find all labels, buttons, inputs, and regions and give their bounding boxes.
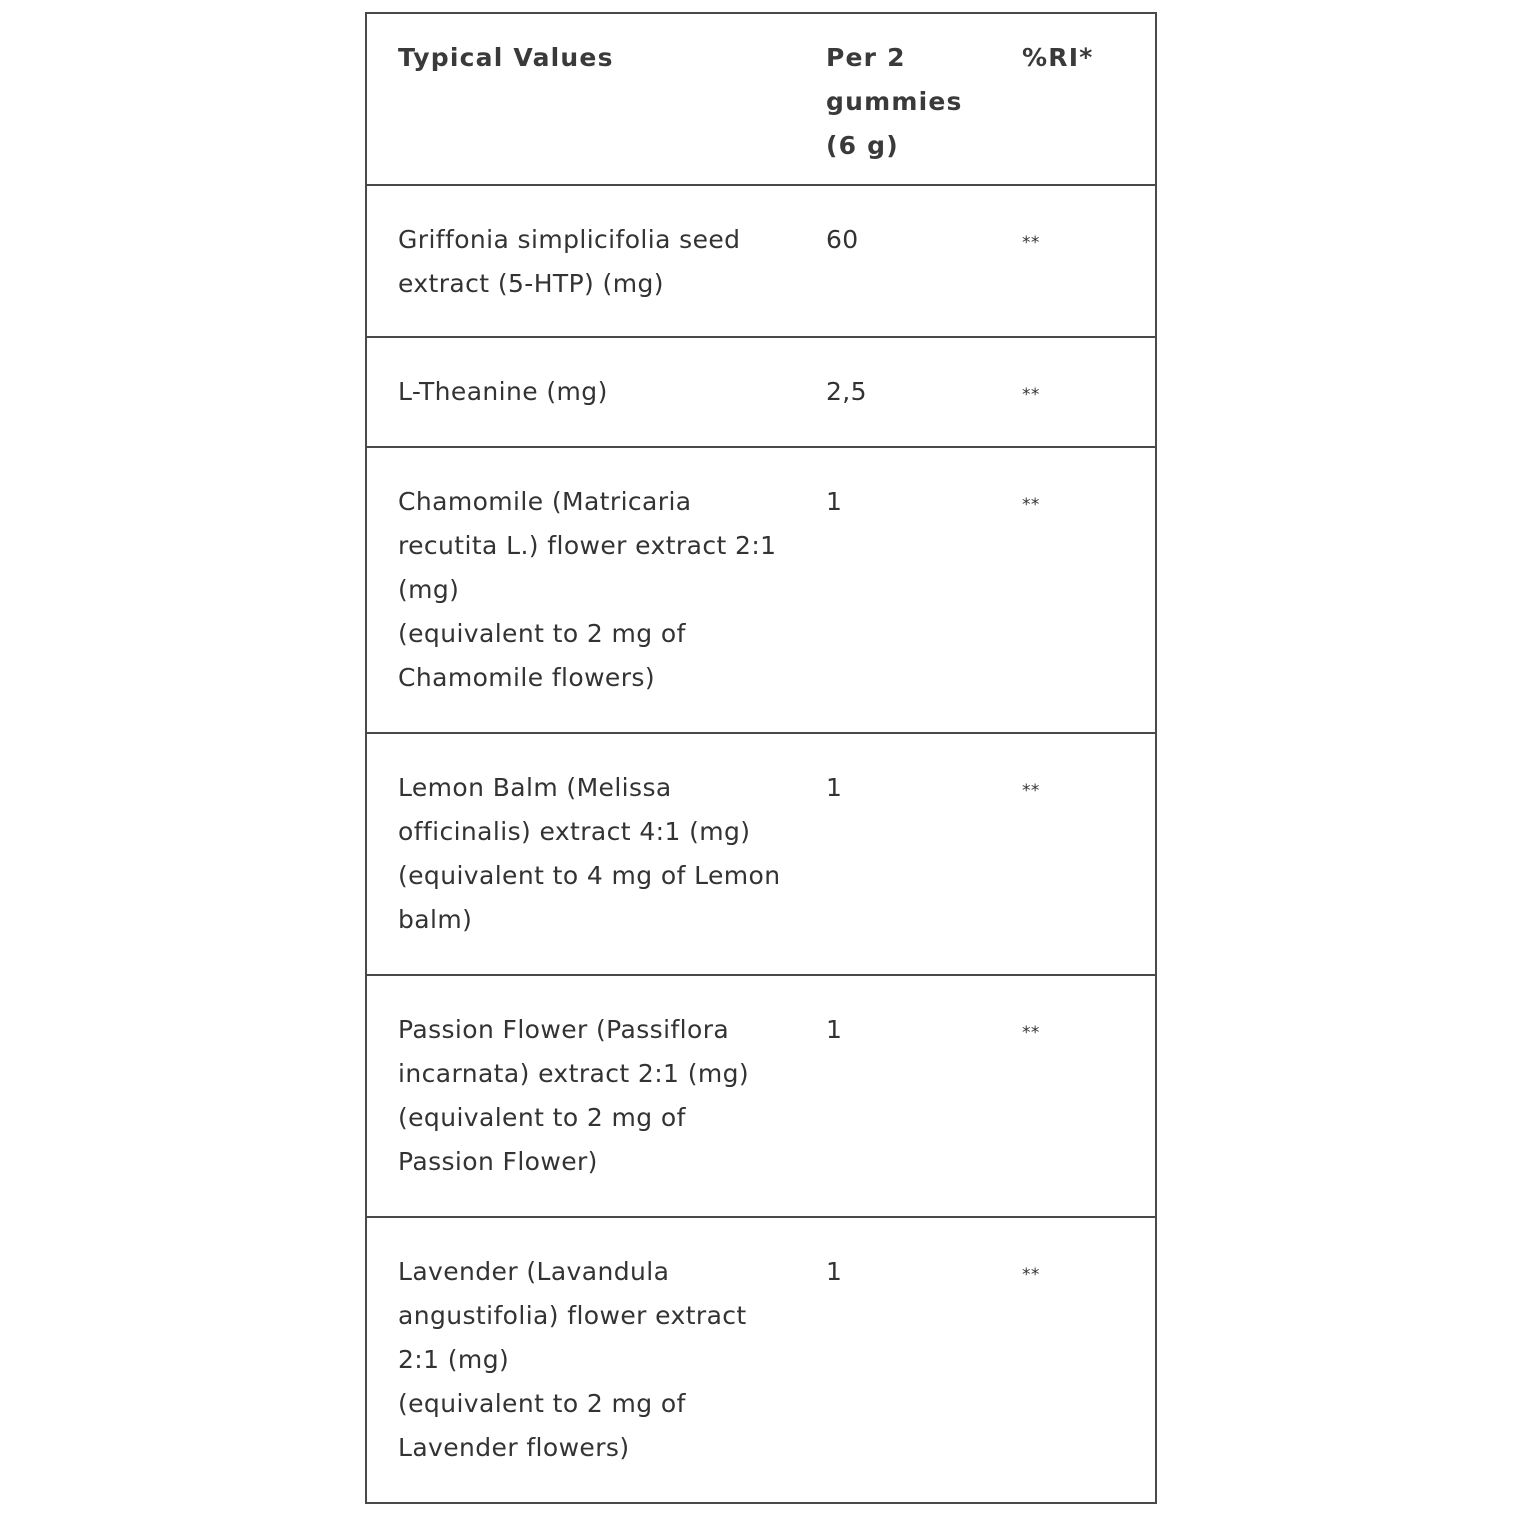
ingredient-name	[366, 1217, 826, 1503]
ingredient-line: Lavender flowers)	[398, 1433, 630, 1462]
ri-marker: **	[1022, 385, 1040, 405]
header-ri: %RI*	[1022, 13, 1156, 185]
ingredient-ri-cell	[1022, 447, 1156, 733]
ingredient-value: 1	[826, 1217, 1022, 1503]
ingredient-line: L-Theanine (mg)	[398, 377, 608, 406]
ingredient-line: Chamomile (Matricaria	[398, 487, 692, 516]
ingredient-value: 1	[826, 733, 1022, 975]
ingredient-line: officinalis) extract 4:1 (mg)	[398, 817, 751, 846]
ingredient-line: incarnata) extract 2:1 (mg)	[398, 1059, 750, 1088]
table-row	[366, 337, 1156, 447]
nutrition-table	[365, 12, 1157, 1504]
table-row	[366, 185, 1156, 337]
ingredient-line: angustifolia) flower extract	[398, 1301, 747, 1330]
ingredient-line: (equivalent to 2 mg of	[398, 619, 686, 648]
ingredient-ri-cell	[1022, 975, 1156, 1217]
ri-marker: **	[1022, 495, 1040, 515]
ri-marker: **	[1022, 781, 1040, 801]
ingredient-line: Lavender (Lavandula	[398, 1257, 670, 1286]
ingredient-line: extract (5-HTP) (mg)	[398, 269, 664, 298]
ingredient-line: Lemon Balm (Melissa	[398, 773, 672, 802]
ingredient-line: balm)	[398, 905, 473, 934]
table-row	[366, 975, 1156, 1217]
ingredient-line: 2:1 (mg)	[398, 1345, 510, 1374]
table-row	[366, 733, 1156, 975]
ingredient-line: (equivalent to 2 mg of	[398, 1389, 686, 1418]
header-per-serving	[826, 13, 1022, 185]
ingredient-name	[366, 337, 826, 447]
ingredient-value: 1	[826, 975, 1022, 1217]
header-typical-values: Typical Values	[366, 13, 826, 185]
ingredient-line: recutita L.) flower extract 2:1	[398, 531, 777, 560]
table-header-row	[366, 13, 1156, 185]
header-per-line: (6 g)	[826, 131, 899, 160]
ingredient-line: Griffonia simplicifolia seed	[398, 225, 741, 254]
table-row	[366, 447, 1156, 733]
ingredient-value: 60	[826, 185, 1022, 337]
ri-marker: **	[1022, 233, 1040, 253]
ingredient-line: Chamomile flowers)	[398, 663, 655, 692]
ingredient-line: Passion Flower (Passiflora	[398, 1015, 730, 1044]
ingredient-name	[366, 733, 826, 975]
ingredient-ri-cell	[1022, 1217, 1156, 1503]
ri-marker: **	[1022, 1023, 1040, 1043]
header-per-line: gummies	[826, 87, 963, 116]
ingredient-line: (equivalent to 4 mg of Lemon	[398, 861, 781, 890]
ingredient-name	[366, 975, 826, 1217]
ri-marker: **	[1022, 1265, 1040, 1285]
ingredient-ri-cell	[1022, 733, 1156, 975]
header-per-line: Per 2	[826, 43, 906, 72]
ingredient-value: 1	[826, 447, 1022, 733]
ingredient-name	[366, 447, 826, 733]
table-row	[366, 1217, 1156, 1503]
ingredient-ri-cell	[1022, 337, 1156, 447]
ingredient-ri-cell	[1022, 185, 1156, 337]
ingredient-value: 2,5	[826, 337, 1022, 447]
ingredient-line: Passion Flower)	[398, 1147, 598, 1176]
ingredient-line: (equivalent to 2 mg of	[398, 1103, 686, 1132]
ingredient-line: (mg)	[398, 575, 460, 604]
ingredient-name	[366, 185, 826, 337]
